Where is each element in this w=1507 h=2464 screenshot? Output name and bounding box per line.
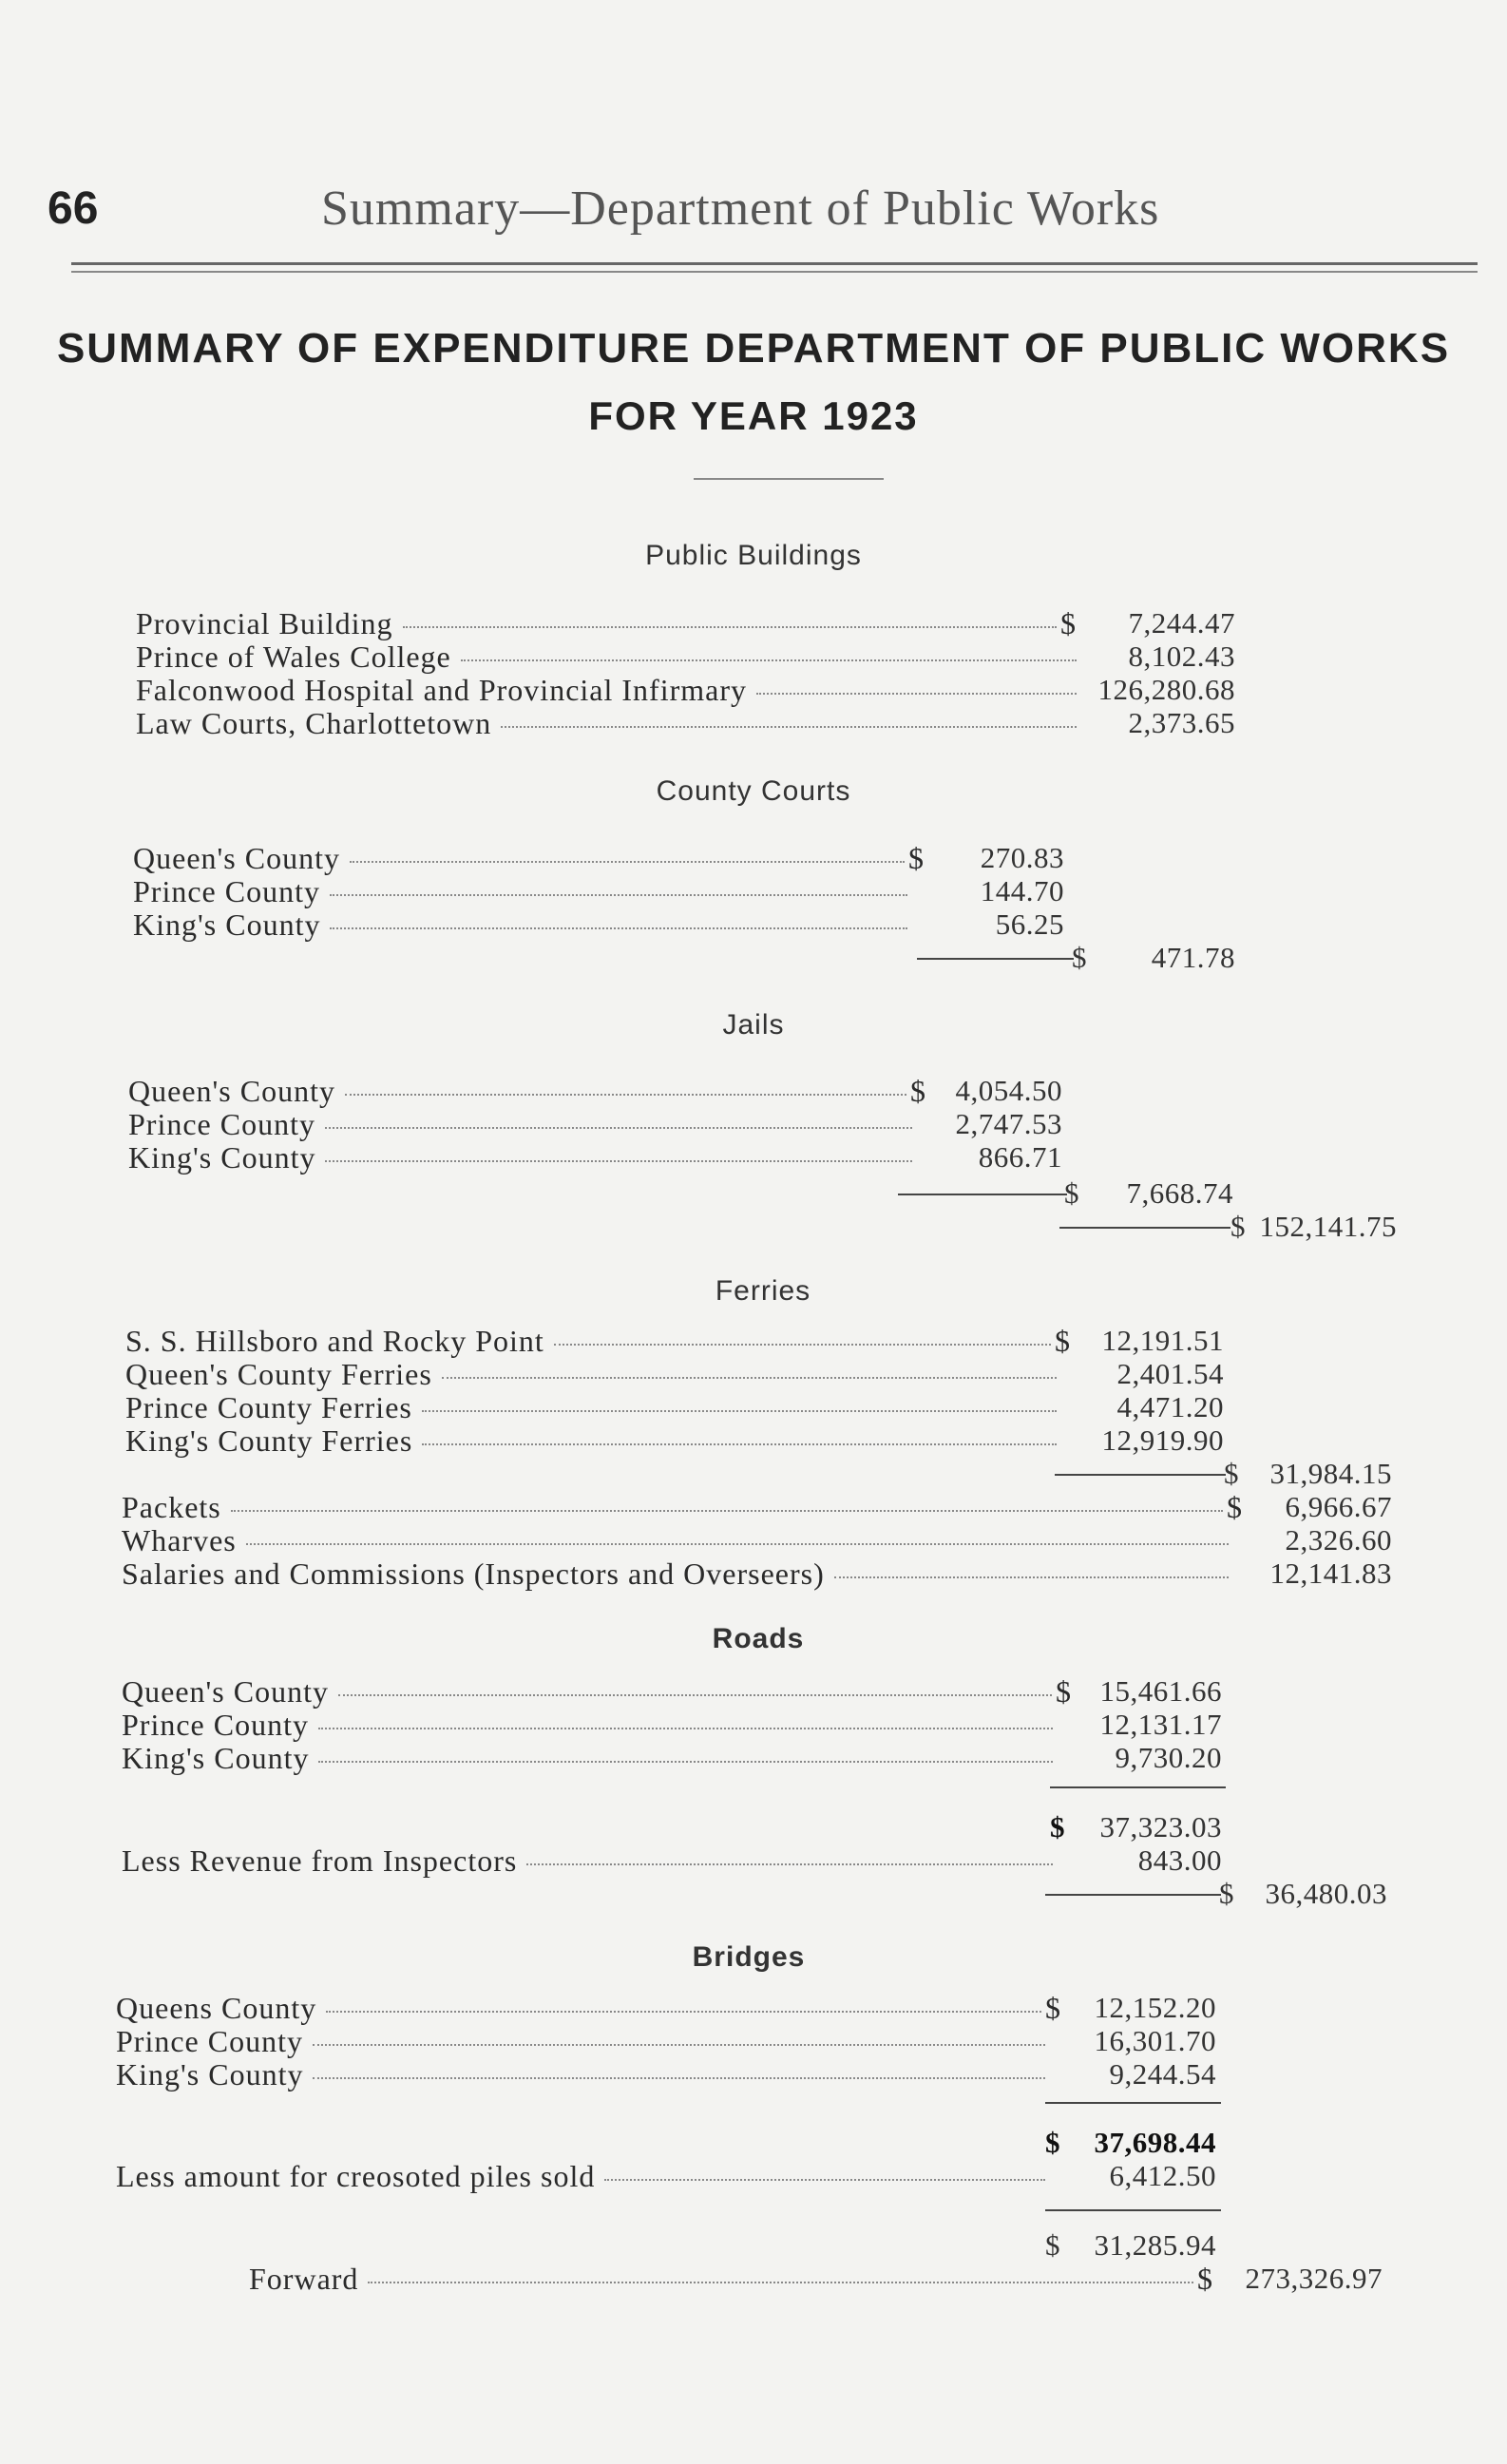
subtotal-amount: 7,668.74 — [1126, 1176, 1233, 1210]
subtotal-line — [1045, 1894, 1221, 1896]
leader-dots — [330, 927, 907, 929]
item-label: S. S. Hillsboro and Rocky Point — [125, 1324, 544, 1358]
list-item — [136, 640, 1077, 674]
currency-sign: $ — [1045, 1991, 1061, 2025]
page-subtitle: FOR YEAR 1923 — [588, 393, 919, 438]
item-label: Queen's County Ferries — [125, 1357, 432, 1391]
leader-dots — [756, 693, 1077, 695]
list-item — [128, 1107, 912, 1141]
subtotal-line — [898, 1194, 1067, 1195]
list-item — [136, 606, 1077, 640]
leader-dots — [403, 626, 1057, 628]
total-line — [1059, 1227, 1230, 1229]
forward-row — [249, 2262, 1213, 2296]
gross-amount: 37,323.03 — [1099, 1810, 1222, 1843]
currency-sign: $ — [1230, 1210, 1246, 1243]
item-label: Packets — [122, 1490, 221, 1524]
leader-dots — [834, 1576, 1229, 1578]
item-label: Wharves — [122, 1523, 237, 1557]
currency-sign: $ — [908, 841, 925, 875]
item-amount: 126,280.68 — [1097, 673, 1235, 706]
item-label: Law Courts, Charlottetown — [136, 706, 492, 740]
list-item — [133, 874, 907, 908]
currency-sign: $ — [1219, 1877, 1234, 1910]
item-amount: 270.83 — [980, 841, 1064, 874]
list-item — [133, 841, 925, 875]
item-label: Prince County Ferries — [125, 1390, 412, 1424]
subtotal-line — [917, 958, 1074, 960]
currency-sign: $ — [1045, 2126, 1060, 2159]
section-heading-jails: Jails — [722, 1009, 785, 1041]
item-amount: 144.70 — [980, 874, 1064, 907]
item-amount: 6,412.50 — [1109, 2159, 1216, 2192]
net-amount: 31,285.94 — [1094, 2228, 1216, 2262]
leader-dots — [330, 894, 907, 896]
section-heading-county-courts: County Courts — [656, 775, 851, 807]
list-item — [122, 1523, 1229, 1557]
item-label: Prince County — [116, 2024, 303, 2058]
item-label: Prince County — [128, 1107, 315, 1141]
list-item — [116, 2159, 1045, 2193]
gross-amount: 37,698.44 — [1094, 2126, 1216, 2159]
list-item — [133, 907, 907, 942]
currency-sign: $ — [910, 1074, 926, 1108]
currency-sign: $ — [1055, 1324, 1071, 1358]
item-label: King's County — [122, 1741, 310, 1775]
subtotal-amount: 471.78 — [1151, 941, 1235, 974]
forward-label: Forward — [249, 2262, 359, 2296]
leader-dots — [318, 1761, 1053, 1763]
leader-dots — [442, 1377, 1057, 1379]
item-label: Prince County — [133, 874, 320, 908]
list-item — [125, 1390, 1057, 1424]
item-label: Queens County — [116, 1991, 317, 2025]
leader-dots — [526, 1863, 1053, 1865]
leader-dots — [461, 659, 1077, 661]
leader-dots — [368, 2282, 1193, 2283]
item-label: Salaries and Commissions (Inspectors and Overseers) — [122, 1557, 825, 1591]
item-amount: 4,471.20 — [1116, 1390, 1224, 1423]
page-number: 66 — [48, 183, 99, 234]
item-label: King's County — [116, 2057, 304, 2092]
item-label: Queen's County — [133, 841, 340, 875]
leader-dots — [313, 2077, 1045, 2079]
item-amount: 15,461.66 — [1099, 1674, 1222, 1708]
leader-dots — [422, 1410, 1057, 1412]
item-label: Less amount for creosoted piles sold — [116, 2159, 596, 2193]
currency-sign: $ — [1197, 2262, 1213, 2296]
item-label: King's County — [128, 1140, 316, 1175]
currency-sign: $ — [1056, 1674, 1072, 1709]
section-heading-bridges: Bridges — [692, 1941, 806, 1973]
list-item — [122, 1674, 1072, 1709]
item-amount: 12,919.90 — [1101, 1423, 1224, 1457]
currency-sign: $ — [1227, 1490, 1243, 1524]
list-item — [125, 1357, 1057, 1391]
item-label: Prince of Wales College — [136, 640, 451, 674]
section-heading-roads: Roads — [712, 1623, 805, 1654]
list-item — [122, 1490, 1243, 1524]
grand-total-amount: 152,141.75 — [1259, 1210, 1397, 1243]
section-heading-public-buildings: Public Buildings — [645, 540, 862, 571]
sum-line — [1050, 1786, 1226, 1788]
leader-dots — [325, 1127, 912, 1129]
list-item — [116, 1991, 1061, 2025]
subtotal-amount: 31,984.15 — [1269, 1457, 1392, 1490]
sum-line — [1045, 2209, 1221, 2211]
section-heading-ferries: Ferries — [715, 1275, 811, 1307]
net-amount: 36,480.03 — [1265, 1877, 1387, 1910]
currency-sign: $ — [1050, 1810, 1065, 1843]
item-amount: 16,301.70 — [1094, 2024, 1216, 2057]
list-item — [116, 2024, 1045, 2058]
item-amount: 12,131.17 — [1099, 1708, 1222, 1741]
list-item — [122, 1557, 1229, 1591]
item-label: King's County — [133, 907, 321, 942]
list-item — [125, 1324, 1071, 1358]
list-item — [128, 1074, 926, 1108]
item-label: King's County Ferries — [125, 1423, 413, 1458]
currency-sign: $ — [1060, 606, 1077, 640]
item-amount: 2,326.60 — [1285, 1523, 1392, 1557]
item-amount: 2,747.53 — [955, 1107, 1062, 1140]
currency-sign: $ — [1064, 1176, 1079, 1210]
forward-amount: 273,326.97 — [1245, 2262, 1383, 2295]
subtotal-line — [1055, 1474, 1226, 1476]
list-item — [122, 1843, 1053, 1878]
leader-dots — [325, 1160, 912, 1162]
list-item — [128, 1140, 912, 1175]
list-item — [122, 1741, 1053, 1775]
item-amount: 4,054.50 — [955, 1074, 1062, 1107]
item-amount: 2,373.65 — [1128, 706, 1235, 739]
leader-dots — [246, 1543, 1229, 1545]
item-amount: 12,152.20 — [1094, 1991, 1216, 2024]
leader-dots — [501, 726, 1077, 728]
currency-sign: $ — [1072, 941, 1087, 974]
leader-dots — [422, 1443, 1057, 1445]
page-title: SUMMARY OF EXPENDITURE DEPARTMENT OF PUBLIC WORKS — [56, 325, 1451, 372]
leader-dots — [554, 1344, 1051, 1346]
running-head: Summary—Department of Public Works — [321, 181, 1160, 236]
header-rule — [71, 262, 1478, 273]
list-item — [125, 1423, 1057, 1458]
list-item — [116, 2057, 1045, 2092]
item-amount: 8,102.43 — [1128, 640, 1235, 673]
item-label: Provincial Building — [136, 606, 393, 640]
item-amount: 56.25 — [995, 907, 1064, 941]
item-label: Queen's County — [122, 1674, 329, 1709]
leader-dots — [338, 1694, 1052, 1696]
list-item — [122, 1708, 1053, 1742]
item-amount: 843.00 — [1137, 1843, 1222, 1877]
item-amount: 7,244.47 — [1128, 606, 1235, 640]
item-amount: 12,141.83 — [1269, 1557, 1392, 1590]
leader-dots — [318, 1728, 1053, 1729]
leader-dots — [345, 1094, 906, 1096]
leader-dots — [326, 2011, 1041, 2013]
item-amount: 9,244.54 — [1109, 2057, 1216, 2091]
currency-sign: $ — [1224, 1457, 1239, 1490]
item-label: Prince County — [122, 1708, 309, 1742]
item-label: Less Revenue from Inspectors — [122, 1843, 518, 1878]
leader-dots — [350, 861, 905, 863]
item-amount: 6,966.67 — [1285, 1490, 1392, 1523]
list-item — [136, 706, 1077, 740]
item-amount: 12,191.51 — [1101, 1324, 1224, 1357]
leader-dots — [231, 1510, 1223, 1512]
item-label: Falconwood Hospital and Provincial Infirmary — [136, 673, 747, 707]
item-amount: 2,401.54 — [1116, 1357, 1224, 1390]
currency-sign: $ — [1045, 2228, 1060, 2262]
title-divider — [694, 478, 884, 480]
leader-dots — [313, 2044, 1045, 2046]
list-item — [136, 673, 1077, 707]
item-label: Queen's County — [128, 1074, 335, 1108]
sum-line — [1045, 2102, 1221, 2104]
item-amount: 866.71 — [978, 1140, 1062, 1174]
leader-dots — [604, 2179, 1045, 2181]
item-amount: 9,730.20 — [1115, 1741, 1222, 1774]
